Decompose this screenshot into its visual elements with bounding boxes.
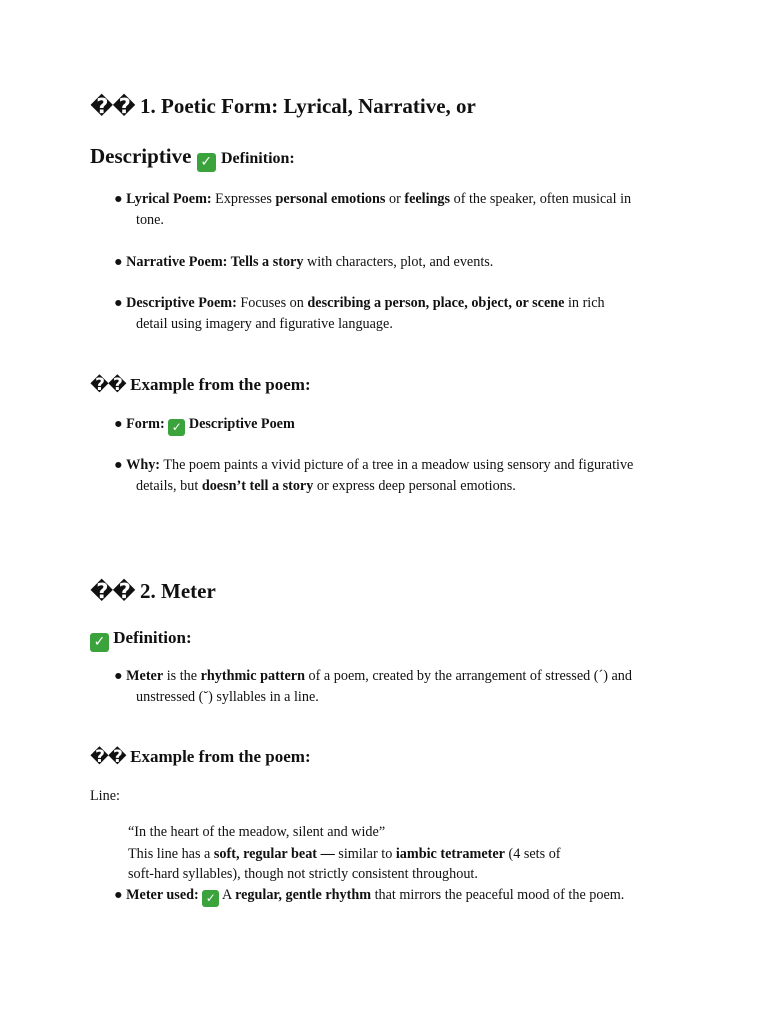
form-value: Descriptive Poem [188, 416, 295, 432]
poem-quote: “In the heart of the meadow, silent and wide” [128, 824, 386, 840]
section1-title: 1. Poetic Form: Lyrical, Narrative, or [140, 94, 476, 118]
section1-title-cont: Descriptive [90, 144, 192, 168]
check-mark-icon: ✓ [202, 890, 219, 907]
list-item-lyrical: ● Lyrical Poem: Expresses personal emotions or feelings of the speaker, often musical in tone. [114, 191, 632, 228]
section1-heading-line1 [90, 92, 476, 120]
term-descriptive: Descriptive Poem: [126, 295, 237, 311]
check-mark-icon: ✓ [90, 633, 109, 652]
meter-explanation-line1: This line has a soft, regular beat — similar to iambic tetrameter (4 sets of [128, 846, 561, 862]
unknown-glyph-icon: �� [90, 747, 126, 767]
check-mark-icon: ✓ [168, 419, 185, 436]
unknown-glyph-icon: �� [90, 579, 135, 603]
section2-heading [90, 577, 216, 605]
check-mark-icon: ✓ [197, 153, 216, 172]
list-item-form: ● Form: ✓ Descriptive Poem [114, 416, 295, 434]
line-label: Line: [90, 788, 120, 804]
definition-heading-2: ✓ Definition: [90, 627, 192, 652]
meter-explanation-line2: soft-hard syllables), though not strictly consistent throughout. [128, 866, 478, 882]
unknown-glyph-icon: �� [90, 375, 126, 395]
list-item-meter-used: ● Meter used: ✓ A regular, gentle rhythm that mirrors the peaceful mood of the poem. [114, 887, 625, 905]
list-item-narrative: ● Narrative Poem: Tells a story with characters, plot, and events. [114, 254, 494, 270]
example-heading-2: �� Example from the poem: [90, 747, 311, 767]
section2-title: 2. Meter [140, 579, 216, 603]
term-lyrical: Lyrical Poem: [126, 191, 212, 207]
term-narrative: Narrative Poem: [126, 254, 228, 270]
unknown-glyph-icon: �� [90, 94, 135, 118]
definition-label: Definition: [220, 150, 295, 167]
section1-heading-line2 [90, 142, 295, 173]
list-item-meter: ● Meter is the rhythmic pattern of a poem, created by the arrangement of stressed (´) and unstressed (˘) syllables in a line. [114, 668, 632, 705]
example-heading-1: �� Example from the poem: [90, 375, 311, 395]
list-item-descriptive: ● Descriptive Poem: Focuses on describing a person, place, object, or scene in rich detail using imagery and figurative language. [114, 295, 605, 332]
list-item-why: ● Why: The poem paints a vivid picture of a tree in a meadow using sensory and figurative details, but doesn’t tell a story or express deep personal emotions. [114, 457, 634, 494]
